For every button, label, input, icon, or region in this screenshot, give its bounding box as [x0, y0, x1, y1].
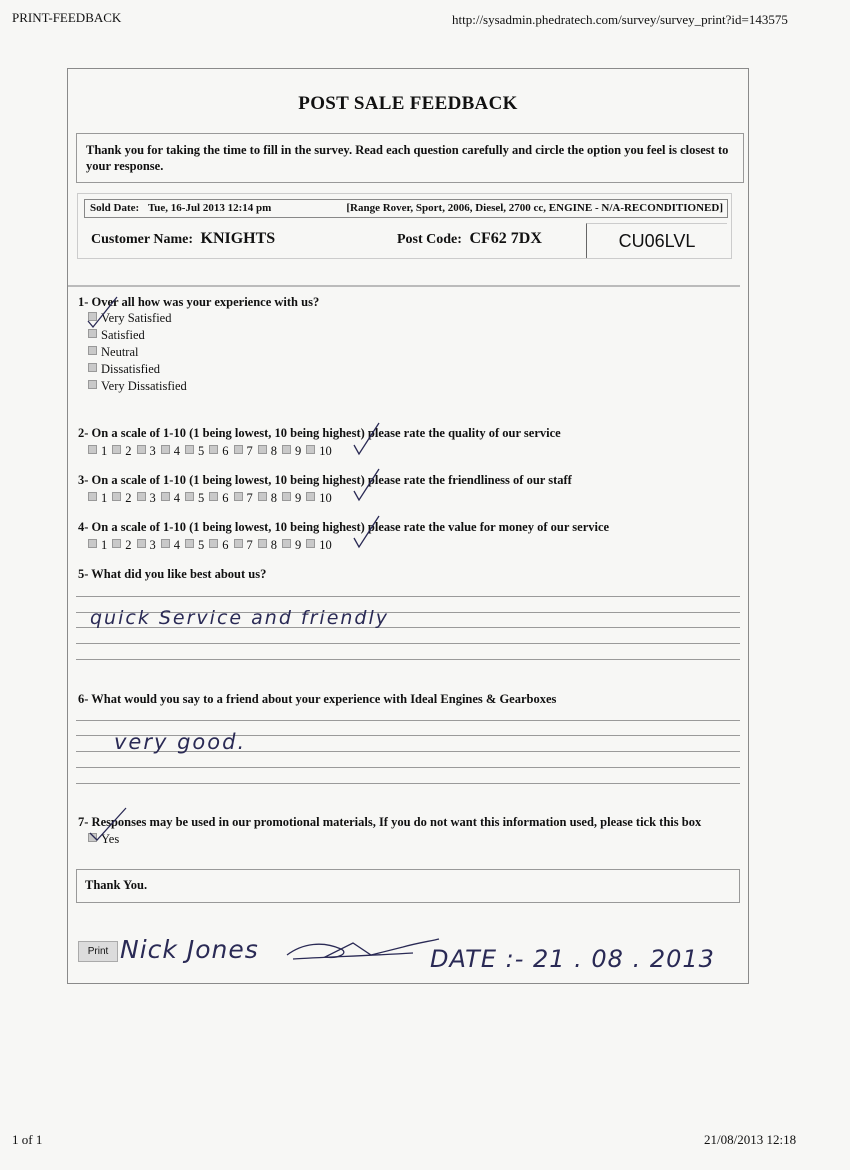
- answer-line: [76, 783, 740, 784]
- section-divider: [68, 285, 740, 287]
- scale-option[interactable]: [88, 444, 107, 459]
- checkbox-icon: [112, 539, 121, 548]
- q1-option-label: Neutral: [101, 345, 139, 359]
- vehicle-details: [Range Rover, Sport, 2006, Diesel, 2700 cc, ENGINE - N/A-RECONDITIONED]: [346, 202, 723, 214]
- sale-info-box: [77, 193, 732, 259]
- scale-option[interactable]: [161, 538, 180, 553]
- postcode-value: CF62 7DX: [469, 230, 542, 247]
- q6-handwritten-answer: very good.: [114, 730, 247, 754]
- checkbox-icon: [306, 445, 315, 454]
- checkbox-icon: [282, 492, 291, 501]
- scale-option[interactable]: [282, 444, 301, 459]
- signature-date: DATE :- 21 . 08 . 2013: [430, 945, 715, 973]
- checkbox-icon: [161, 539, 170, 548]
- page-url: http://sysadmin.phedratech.com/survey/survey_print?id=143575: [452, 12, 788, 27]
- q1-option-very-dissatisfied[interactable]: [88, 378, 187, 395]
- q7-text: 7- Responses may be used in our promotional materials, If you do not want this information used, please tick this box: [78, 815, 702, 829]
- checkbox-icon: [209, 445, 218, 454]
- checkbox-icon: [234, 445, 243, 454]
- scale-option[interactable]: [137, 444, 156, 459]
- scale-label: 10: [319, 538, 332, 552]
- checkbox-icon: [185, 445, 194, 454]
- checkbox-icon: [137, 492, 146, 501]
- q5-handwritten-answer: quick Service and friendly: [90, 607, 390, 629]
- checkbox-icon: [88, 346, 97, 355]
- scale-option[interactable]: [234, 491, 253, 506]
- scale-option[interactable]: [234, 444, 253, 459]
- scale-label: 7: [246, 444, 253, 458]
- scale-option[interactable]: [209, 491, 228, 506]
- scale-label: 6: [222, 444, 229, 458]
- scale-label: 1: [101, 538, 108, 552]
- scale-label: 3: [149, 538, 156, 552]
- customer-name: KNIGHTS: [200, 230, 276, 247]
- sold-date-value: Tue, 16-Jul 2013 12:14 pm: [147, 202, 272, 214]
- q1-option-label: Very Dissatisfied: [101, 379, 187, 393]
- checkbox-icon: [112, 445, 121, 454]
- scale-option-selected[interactable]: [306, 444, 332, 459]
- q2-handwritten-tick-icon: [352, 421, 382, 457]
- checkbox-icon: [137, 539, 146, 548]
- scale-label: 10: [319, 444, 332, 458]
- q1-option-label: Very Satisfied: [101, 311, 172, 325]
- scale-label: 4: [173, 538, 180, 552]
- checkbox-icon: [161, 445, 170, 454]
- checkbox-icon: [282, 445, 291, 454]
- q1-handwritten-tick-icon: [85, 295, 121, 329]
- scale-option[interactable]: [137, 491, 156, 506]
- checkbox-icon: [209, 492, 218, 501]
- thank-you-box: Thank You.: [76, 869, 740, 903]
- sold-date-row: [84, 199, 728, 218]
- scale-option[interactable]: [185, 491, 204, 506]
- feedback-form: [67, 68, 749, 984]
- checkbox-icon: [185, 539, 194, 548]
- q4-text: 4- On a scale of 1-10 (1 being lowest, 10 being highest) please rate the value for money of our service: [78, 520, 610, 534]
- answer-line: [76, 596, 740, 597]
- checkbox-icon: [306, 539, 315, 548]
- q2-text: 2- On a scale of 1-10 (1 being lowest, 10 being highest) please rate the quality of our service: [78, 426, 561, 440]
- scale-option[interactable]: [282, 538, 301, 553]
- answer-line: [76, 767, 740, 768]
- postcode-row: [397, 230, 542, 248]
- scale-option-selected[interactable]: [306, 538, 332, 553]
- scale-label: 7: [246, 491, 253, 505]
- scale-label: 4: [173, 491, 180, 505]
- print-button[interactable]: Print: [78, 941, 118, 962]
- scale-option[interactable]: [112, 444, 131, 459]
- scale-label: 2: [125, 491, 132, 505]
- q1-option-dissatisfied[interactable]: [88, 361, 187, 378]
- scale-label: 2: [125, 444, 132, 458]
- signature-name: Nick Jones: [120, 935, 259, 964]
- scale-label: 10: [319, 491, 332, 505]
- q7-handwritten-tick-icon: [88, 805, 130, 843]
- q1-text: 1- Over all how was your experience with us?: [78, 295, 320, 309]
- checkbox-icon: [137, 445, 146, 454]
- registration-box: CU06LVL: [586, 223, 727, 258]
- print-page-title: PRINT-FEEDBACK: [12, 10, 122, 25]
- q4-handwritten-tick-icon: [352, 514, 382, 550]
- q1-option-label: Dissatisfied: [101, 362, 161, 376]
- checkbox-icon: [88, 363, 97, 372]
- checkbox-icon: [282, 539, 291, 548]
- scale-label: 1: [101, 444, 108, 458]
- scale-option-selected[interactable]: [306, 491, 332, 506]
- answer-line: [76, 659, 740, 660]
- scale-label: 6: [222, 538, 229, 552]
- scale-label: 8: [270, 444, 277, 458]
- scale-label: 8: [270, 491, 277, 505]
- q3-scale: [88, 489, 337, 507]
- scale-option[interactable]: [209, 538, 228, 553]
- scale-option[interactable]: [112, 538, 131, 553]
- postcode-label: Post Code:: [397, 232, 462, 247]
- customer-name-row: [91, 230, 275, 248]
- scale-option[interactable]: [234, 538, 253, 553]
- scale-label: 5: [198, 491, 205, 505]
- scale-option[interactable]: [209, 444, 228, 459]
- scale-label: 4: [173, 444, 180, 458]
- checkbox-icon: [88, 329, 97, 338]
- checkbox-icon: [88, 539, 97, 548]
- scale-option[interactable]: [161, 444, 180, 459]
- page-number: 1 of 1: [12, 1132, 43, 1147]
- checkbox-icon: [258, 445, 267, 454]
- sold-date-label: Sold Date:: [90, 202, 140, 214]
- checkbox-icon: [209, 539, 218, 548]
- scale-label: 6: [222, 491, 229, 505]
- scale-label: 9: [295, 538, 302, 552]
- scale-option[interactable]: [258, 444, 277, 459]
- scale-label: 7: [246, 538, 253, 552]
- scale-label: 2: [125, 538, 132, 552]
- checkbox-icon: [88, 380, 97, 389]
- scale-option[interactable]: [282, 491, 301, 506]
- scale-label: 9: [295, 444, 302, 458]
- scale-option[interactable]: [161, 491, 180, 506]
- checkbox-icon: [258, 539, 267, 548]
- scale-label: 5: [198, 538, 205, 552]
- q6-text: 6- What would you say to a friend about your experience with Ideal Engines & Gearboxes: [78, 692, 557, 706]
- scale-option[interactable]: [258, 538, 277, 553]
- scale-label: 1: [101, 491, 108, 505]
- answer-line: [76, 720, 740, 721]
- scale-option[interactable]: [112, 491, 131, 506]
- scale-option[interactable]: [185, 444, 204, 459]
- scale-option[interactable]: [185, 538, 204, 553]
- scale-option[interactable]: [258, 491, 277, 506]
- checkbox-icon: [258, 492, 267, 501]
- scale-label: 3: [149, 491, 156, 505]
- checkbox-icon: [88, 445, 97, 454]
- scale-option[interactable]: [137, 538, 156, 553]
- scale-option[interactable]: [88, 538, 107, 553]
- q1-option-neutral[interactable]: [88, 344, 187, 361]
- checkbox-icon: [234, 539, 243, 548]
- print-datetime: 21/08/2013 12:18: [704, 1132, 797, 1147]
- q3-handwritten-tick-icon: [352, 467, 382, 503]
- checkbox-icon: [234, 492, 243, 501]
- checkbox-icon: [161, 492, 170, 501]
- scale-label: 3: [149, 444, 156, 458]
- q4-scale: [88, 536, 337, 554]
- q2-scale: [88, 442, 337, 460]
- scale-label: 9: [295, 491, 302, 505]
- q1-option-satisfied[interactable]: [88, 327, 187, 344]
- checkbox-icon: [185, 492, 194, 501]
- answer-line: [76, 643, 740, 644]
- q7-option-label: Yes: [101, 832, 120, 846]
- q1-option-label: Satisfied: [101, 328, 145, 342]
- scale-label: 5: [198, 444, 205, 458]
- q5-text: 5- What did you like best about us?: [78, 567, 267, 581]
- intro-text: Thank you for taking the time to fill in the survey. Read each question carefully and circle the option you feel is closest to your response.: [76, 133, 744, 183]
- checkbox-icon: [306, 492, 315, 501]
- form-title: POST SALE FEEDBACK: [298, 93, 518, 114]
- checkbox-icon: [88, 492, 97, 501]
- customer-name-label: Customer Name:: [91, 232, 193, 247]
- checkbox-icon: [112, 492, 121, 501]
- q3-text: 3- On a scale of 1-10 (1 being lowest, 10 being highest) please rate the friendliness of our staff: [78, 473, 572, 487]
- signature-scribble-icon: [283, 929, 443, 969]
- scale-label: 8: [270, 538, 277, 552]
- scale-option[interactable]: [88, 491, 107, 506]
